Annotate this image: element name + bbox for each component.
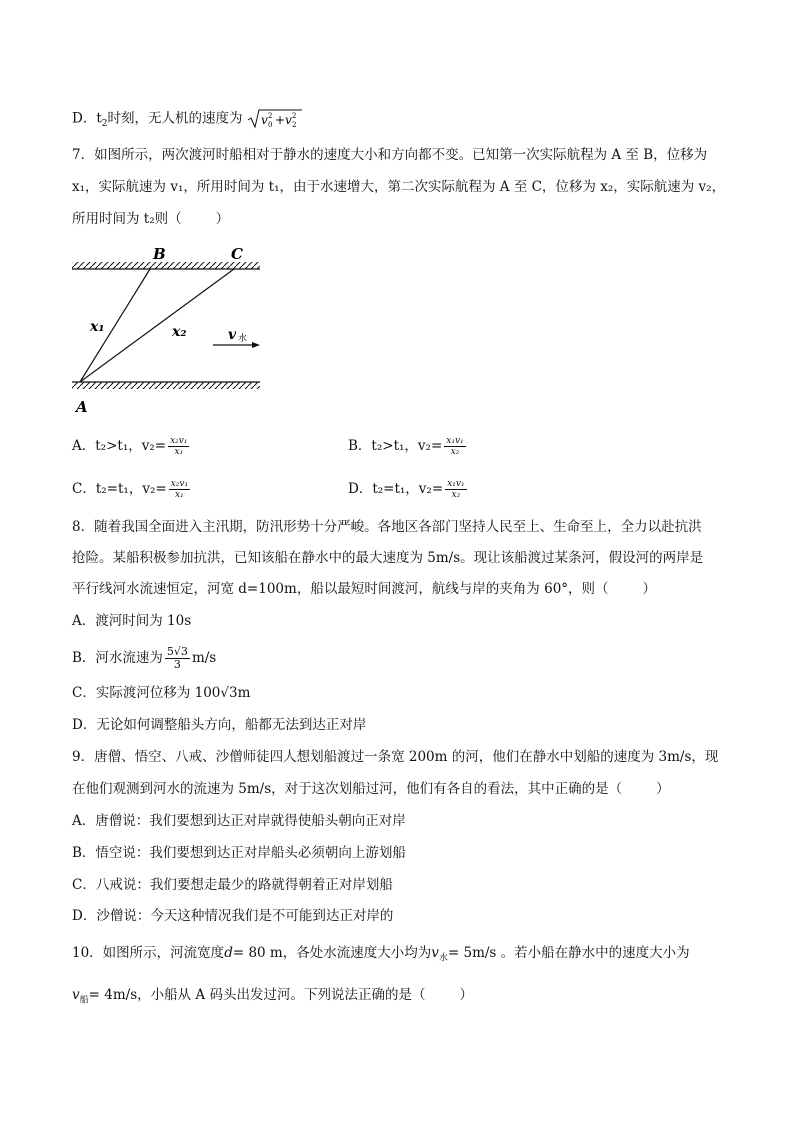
q8-line3-end: ）	[642, 581, 657, 597]
q8-optb-unit: m/s	[191, 650, 217, 666]
q9-line2-end: ）	[656, 781, 670, 797]
label-a: A	[76, 398, 88, 416]
fraction-denominator: 3	[173, 658, 181, 671]
q9-option-b: B．悟空说：我们要想到达正对岸船头必须朝向上游划船	[72, 845, 406, 861]
q8-optc-radical: √3	[220, 685, 238, 701]
q10-stem-line1	[72, 944, 690, 968]
q9-option-c: C．八戒说：我们要想走最少的路就得朝着正对岸划船	[72, 877, 393, 893]
q9-stem-line2	[72, 780, 670, 798]
svg-text:v: v	[284, 113, 292, 127]
label-x1: x₁	[90, 319, 105, 335]
svg-text:2: 2	[291, 121, 297, 129]
q7-river-diagram	[68, 242, 268, 417]
q10-var-d: d	[224, 945, 233, 961]
q6-option-d	[72, 108, 303, 133]
q8-optc-label: C．实际渡河位移为 100	[72, 685, 221, 701]
fraction-numerator: x₂v₁	[170, 479, 189, 489]
fraction-denominator: x₂	[450, 447, 460, 457]
q7-option-c	[72, 479, 192, 500]
svg-text:v: v	[260, 113, 268, 127]
q8-optb-fraction	[165, 646, 190, 671]
svg-text:0: 0	[267, 121, 273, 129]
q7-option-a	[72, 436, 191, 457]
fraction-denominator: x₁	[175, 490, 184, 500]
q10-line2-a: = 4m/s，小船从 A 码头出发过河。下列说法正确的是（	[88, 987, 426, 1003]
q6-optd-sub: 2	[101, 119, 108, 130]
q10-line1-c: = 5m/s 。若小船在静水中的速度大小为	[447, 945, 690, 961]
q9-option-d: D．沙僧说：今天这种情况我们是不可能到达正对岸的	[72, 908, 394, 924]
q8-line3-text: 平行线河水流速恒定，河宽 d=100m，船以最短时间渡河，航线与岸的夹角为 60°，则（	[72, 581, 609, 597]
fraction-denominator: x₁	[174, 447, 184, 457]
q7-optd-label: D．t₂=t₁，v₂=	[348, 481, 444, 497]
q8-option-c	[72, 684, 250, 702]
q7-opta-label: A．t₂>t₁，v₂=	[72, 438, 167, 454]
q10-var-v: v	[431, 945, 439, 961]
fraction-denominator: x₂	[451, 490, 461, 500]
label-b: B	[153, 245, 166, 263]
q7-option-d	[348, 479, 469, 500]
fraction-numerator: x₁v₁	[446, 436, 464, 446]
q7-optc-fraction	[169, 479, 190, 500]
svg-text:+: +	[274, 113, 285, 127]
label-x2: x₂	[172, 324, 187, 340]
q7-stem-line1: 7．如图所示，两次渡河时船相对于静水的速度大小和方向都不变。已知第一次实际航程为 A 至 B，位移为	[72, 147, 708, 163]
q7-opta-fraction	[168, 436, 189, 457]
q9-line2-text: 在他们观测到河水的流速为 5m/s，对于这次划船过河，他们有各自的看法，其中正确的是（	[72, 781, 623, 797]
top-bank-hatch	[72, 262, 260, 269]
q10-line2-end: ）	[459, 987, 473, 1003]
q7-optd-fraction	[445, 479, 466, 500]
q9-option-a: A．唐僧说：我们要想到达正对岸就得使船头朝向正对岸	[72, 813, 406, 829]
q10-var-v-sub: 水	[438, 953, 448, 964]
q8-stem-line1: 8．随着我国全面进入主汛期，防汛形势十分严峻。各地区各部门坚持人民至上、生命至上，全力以赴抗洪	[72, 519, 702, 535]
q10-stem-line2	[72, 986, 473, 1010]
label-v-sub: 水	[238, 334, 248, 344]
q10-var-v-boat: v	[72, 987, 80, 1003]
svg-text:2: 2	[267, 112, 273, 120]
q8-option-b	[72, 646, 216, 671]
fraction-numerator: 5√3	[166, 645, 188, 658]
q7-stem-line3	[72, 210, 229, 228]
label-c: C	[231, 245, 243, 263]
q7-line3-end: ）	[215, 211, 230, 227]
q8-stem-line3	[72, 580, 656, 598]
q6-optd-prefix: D．t	[72, 110, 102, 127]
q7-optb-fraction	[444, 436, 465, 457]
sqrt-formula-graphic	[247, 108, 303, 130]
q10-var-v-boat-sub: 船	[79, 995, 89, 1006]
q6-optd-mid: 时刻，无人机的速度为	[107, 110, 243, 127]
svg-text:2: 2	[291, 112, 297, 120]
q9-stem-line1: 9．唐僧、悟空、八戒、沙僧师徒四人想划船渡过一条宽 200m 的河，他们在静水中划船的速度为 3m/s，现	[72, 749, 719, 765]
q7-option-b	[348, 436, 468, 457]
fraction-numerator: x₁v₁	[447, 479, 465, 489]
q8-optb-label: B．河水流速为	[72, 650, 163, 666]
q10-line1-b: = 80 m，各处水流速度大小均为	[232, 945, 432, 961]
q8-optc-unit: m	[237, 685, 251, 701]
q7-optc-label: C．t₂=t₁，v₂=	[72, 481, 167, 497]
fraction-numerator: x₂v₁	[170, 436, 188, 446]
q6-optd-formula	[247, 111, 303, 127]
q7-line3-text: 所用时间为 t₂则（	[72, 211, 182, 227]
q7-optb-label: B．t₂>t₁，v₂=	[348, 438, 443, 454]
q7-stem-line2: x₁，实际航速为 v₁，所用时间为 t₁，由于水速增大，第二次实际航程为 A 至 C，位移为 x₂，实际航速为 v₂，	[72, 179, 726, 195]
label-v: v	[228, 327, 237, 343]
arrow-head-icon	[252, 342, 260, 348]
q8-option-d: D．无论如何调整船头方向，船都无法到达正对岸	[72, 717, 367, 733]
bottom-bank-hatch	[72, 382, 260, 389]
q8-option-a: A．渡河时间为 10s	[72, 613, 192, 629]
q8-stem-line2: 抢险。某船积极参加抗洪，已知该船在静水中的最大速度为 5m/s。现让该船渡过某条河，假设河的两岸是	[72, 550, 704, 566]
q10-line1-a: 10．如图所示，河流宽度	[72, 945, 225, 961]
